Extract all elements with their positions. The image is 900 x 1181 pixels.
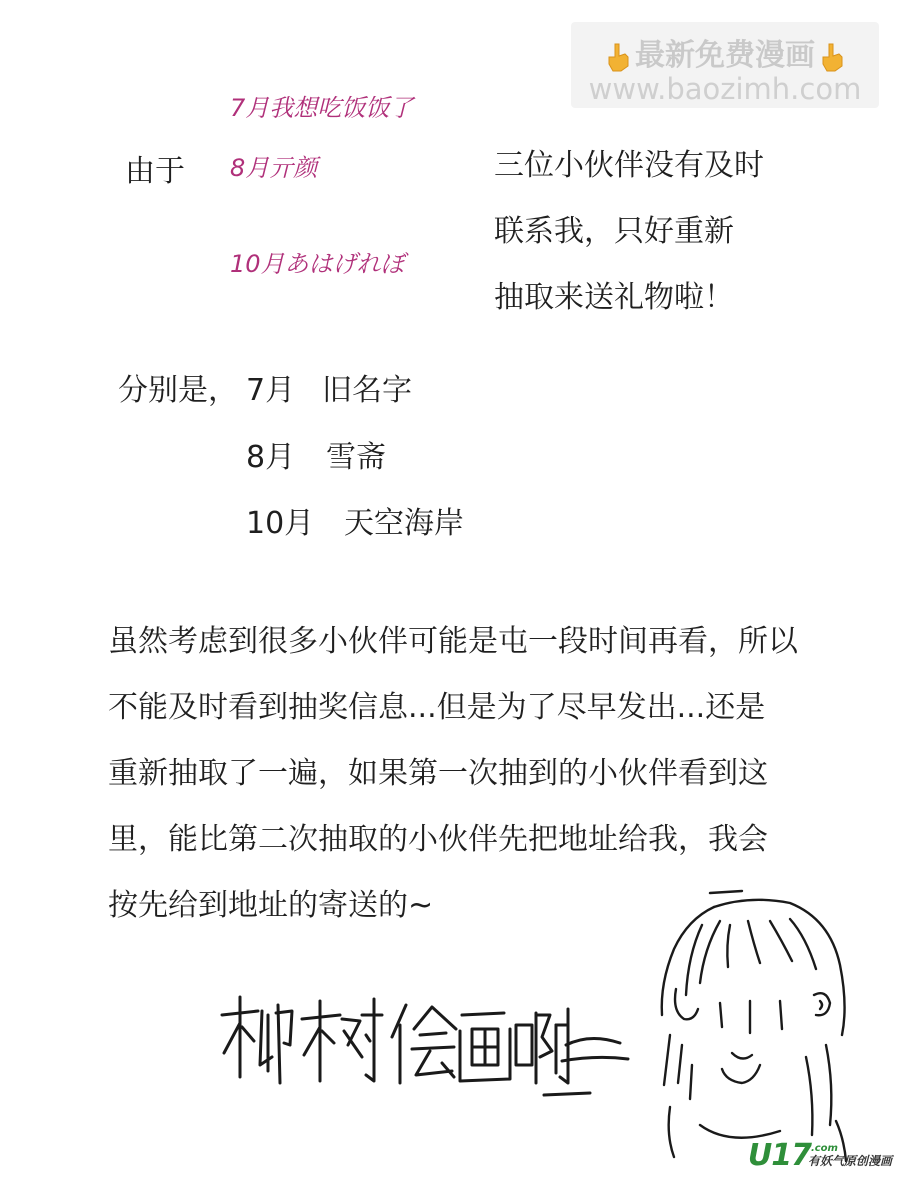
winner-name: 雪斋	[326, 440, 386, 475]
watermark-url: www.baozimh.com	[588, 72, 862, 106]
watermark-title-row	[571, 30, 879, 74]
u17-slogan: 有妖气原创漫画	[807, 1154, 892, 1168]
message-line: 不能及时看到抽奖信息...但是为了尽早发出...还是	[108, 690, 766, 725]
pointing-hand-icon	[605, 42, 631, 72]
winner-name-august: 8月亓颜	[230, 154, 318, 182]
winner-name: 旧名字	[322, 373, 412, 408]
girl-sketch	[630, 885, 860, 1165]
winner-name-october: 10月あはげれぼ	[230, 250, 405, 278]
intro-prefix: 由于	[125, 154, 185, 189]
winner-month: 7月	[246, 373, 296, 408]
watermark-title: 最新免费漫画	[635, 38, 815, 73]
message-line: 按先给到地址的寄送的~	[108, 888, 434, 923]
reason-line: 联系我，只好重新	[494, 214, 734, 249]
winner-name-july: 7月我想吃饭饭了	[230, 94, 414, 122]
u17-brand: U17	[747, 1138, 811, 1173]
u17-domain: .com	[810, 1143, 838, 1154]
reason-line: 抽取来送礼物啦！	[494, 280, 734, 315]
message-line: 里，能比第二次抽取的小伙伴先把地址给我，我会	[108, 822, 768, 857]
winner-month: 8月	[246, 440, 296, 475]
winners-label: 分别是，	[118, 373, 238, 408]
message-line: 重新抽取了一遍，如果第一次抽到的小伙伴看到这	[108, 756, 768, 791]
reason-line: 三位小伙伴没有及时	[494, 148, 764, 183]
watermark-banner	[571, 22, 879, 108]
handwritten-signature	[210, 985, 630, 1105]
winner-month: 10月	[246, 506, 315, 541]
u17-logo	[748, 1138, 892, 1173]
pointing-hand-icon	[819, 42, 845, 72]
message-line: 虽然考虑到很多小伙伴可能是屯一段时间再看，所以	[108, 624, 798, 659]
winner-name: 天空海岸	[344, 506, 464, 541]
